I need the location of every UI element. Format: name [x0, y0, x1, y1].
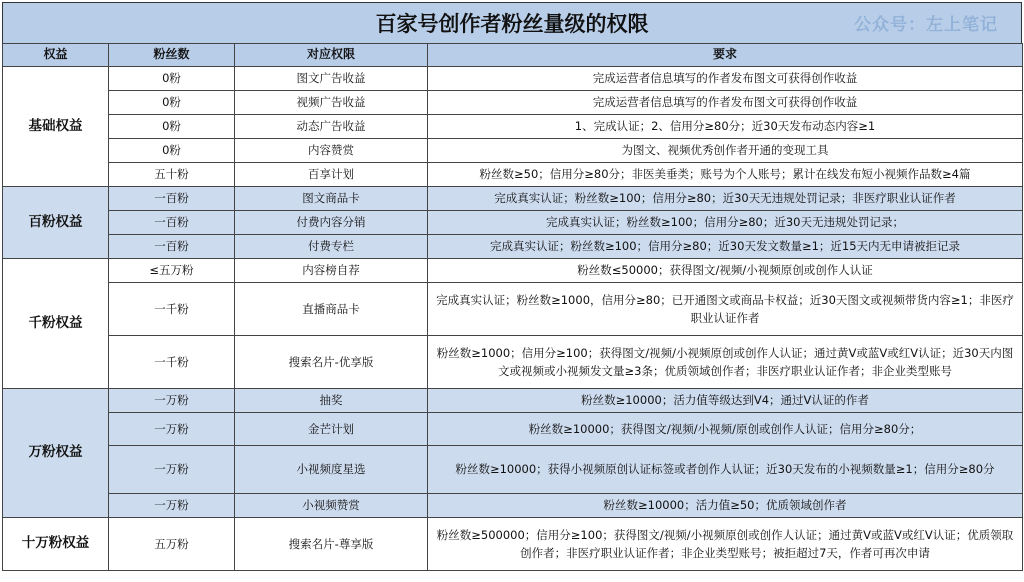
requirement-cell: 粉丝数≥10000；活力值等级达到V4；通过V认证的作者 [428, 389, 1023, 413]
watermark: 公众号：左上笔记 [854, 15, 998, 35]
group-thousand: 千粉权益 [3, 259, 109, 389]
group-basic: 基础权益 [3, 67, 109, 187]
requirement-cell: 完成真实认证；粉丝数≥100；信用分≥80；近30天无违规处罚记录；非医疗职业认证作者 [428, 187, 1023, 211]
permission-cell: 图文商品卡 [235, 187, 428, 211]
table-row [3, 446, 1023, 494]
fans-cell: 一万粉 [109, 413, 235, 446]
header-requirement: 要求 [428, 44, 1023, 67]
permission-cell: 付费内容分销 [235, 211, 428, 235]
permissions-sheet [2, 2, 1022, 578]
permissions-table [2, 43, 1023, 571]
group-hundred-thousand: 十万粉权益 [3, 518, 109, 571]
requirement-cell: 完成运营者信息填写的作者发布图文可获得创作收益 [428, 91, 1023, 115]
table-row [3, 115, 1023, 139]
fans-cell: 一百粉 [109, 187, 235, 211]
permission-cell: 动态广告收益 [235, 115, 428, 139]
fans-cell: 0粉 [109, 91, 235, 115]
requirement-cell: 1、完成认证；2、信用分≥80分；近30天发布动态内容≥1 [428, 115, 1023, 139]
requirement-cell: 粉丝数≥50；信用分≥80分；非医美垂类；账号为个人账号；累计在线发布短小视频作品数≥4篇 [428, 163, 1023, 187]
table-row [3, 91, 1023, 115]
requirement-cell: 完成真实认证；粉丝数≥1000，信用分≥80；已开通图文或商品卡权益；近30天图文或视频带货内容≥1；非医疗职业认证作者 [428, 283, 1023, 336]
header-fans: 粉丝数 [109, 44, 235, 67]
permission-cell: 直播商品卡 [235, 283, 428, 336]
requirement-cell: 粉丝数≥10000；活力值≥50；优质领域创作者 [428, 494, 1023, 518]
requirement-cell: 粉丝数≥10000；获得图文/视频/小视频/原创或创作人认证；信用分≥80分； [428, 413, 1023, 446]
table-row [3, 211, 1023, 235]
fans-cell: 0粉 [109, 115, 235, 139]
permission-cell: 内容赞赏 [235, 139, 428, 163]
permission-cell: 付费专栏 [235, 235, 428, 259]
table-row [3, 187, 1023, 211]
fans-cell: 一百粉 [109, 235, 235, 259]
table-row [3, 163, 1023, 187]
fans-cell: 五万粉 [109, 518, 235, 571]
permission-cell: 百享计划 [235, 163, 428, 187]
fans-cell: ≤五万粉 [109, 259, 235, 283]
permission-cell: 视频广告收益 [235, 91, 428, 115]
fans-cell: 五十粉 [109, 163, 235, 187]
fans-cell: 0粉 [109, 67, 235, 91]
requirement-cell: 完成运营者信息填写的作者发布图文可获得创作收益 [428, 67, 1023, 91]
table-row [3, 389, 1023, 413]
fans-cell: 0粉 [109, 139, 235, 163]
permission-cell: 金芒计划 [235, 413, 428, 446]
header-row [3, 44, 1023, 67]
table-row [3, 139, 1023, 163]
permission-cell: 搜索名片-优享版 [235, 336, 428, 389]
requirement-cell: 粉丝数≥1000；信用分≥100；获得图文/视频/小视频原创或创作人认证；通过黄V或蓝V或红V认证；近30天内图文或视频或小视频发文量≥3条；优质领域创作者；非医疗职业认证作者；非企业类型账号 [428, 336, 1023, 389]
group-ten-thousand: 万粉权益 [3, 389, 109, 518]
group-hundred: 百粉权益 [3, 187, 109, 259]
table-row [3, 494, 1023, 518]
header-benefit: 权益 [3, 44, 109, 67]
permission-cell: 小视频度星选 [235, 446, 428, 494]
permission-cell: 图文广告收益 [235, 67, 428, 91]
table-row [3, 413, 1023, 446]
table-row [3, 67, 1023, 91]
requirement-cell: 为图文、视频优秀创作者开通的变现工具 [428, 139, 1023, 163]
table-row [3, 235, 1023, 259]
requirement-cell: 粉丝数≥10000；获得小视频原创认证标签或者创作人认证；近30天发布的小视频数量≥1；信用分≥80分 [428, 446, 1023, 494]
table-row [3, 518, 1023, 571]
fans-cell: 一千粉 [109, 336, 235, 389]
fans-cell: 一万粉 [109, 389, 235, 413]
requirement-cell: 粉丝数≥500000；信用分≥100；获得图文/视频/小视频原创或创作人认证；通过黄V或蓝V或红V认证；优质领取创作者；非医疗职业认证作者；非企业类型账号；被拒超过7天，作者可再次申请 [428, 518, 1023, 571]
permission-cell: 小视频赞赏 [235, 494, 428, 518]
table-row [3, 259, 1023, 283]
requirement-cell: 完成真实认证；粉丝数≥100；信用分≥80；近30天无违规处罚记录； [428, 211, 1023, 235]
table-row [3, 283, 1023, 336]
permission-cell: 搜索名片-尊享版 [235, 518, 428, 571]
permission-cell: 抽奖 [235, 389, 428, 413]
fans-cell: 一百粉 [109, 211, 235, 235]
sheet-title: 百家号创作者粉丝量级的权限 [2, 2, 1022, 44]
requirement-cell: 粉丝数≤50000；获得图文/视频/小视频原创或创作人认证 [428, 259, 1023, 283]
table-row [3, 336, 1023, 389]
fans-cell: 一千粉 [109, 283, 235, 336]
header-permission: 对应权限 [235, 44, 428, 67]
fans-cell: 一万粉 [109, 446, 235, 494]
requirement-cell: 完成真实认证；粉丝数≥100；信用分≥80；近30天发文数量≥1；近15天内无申请被拒记录 [428, 235, 1023, 259]
fans-cell: 一万粉 [109, 494, 235, 518]
permission-cell: 内容榜自荐 [235, 259, 428, 283]
